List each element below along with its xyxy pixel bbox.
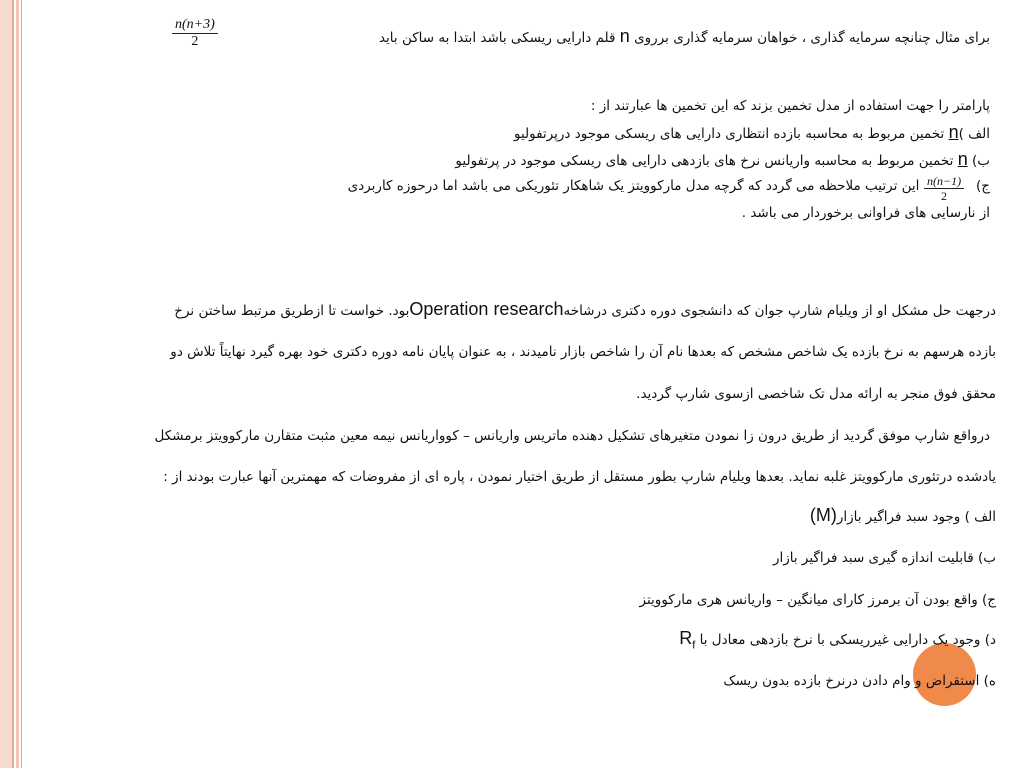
text-line-8: بازده هرسهم به نرخ بازده یک شاخص مشخص که بعدها نام آن را شاخص بازار نامیدند ، به عنوان پایان نامه دوره دکتری خود بهره گیرد نهایتاً تلاش دو [170, 344, 996, 360]
line-7-post: بود. خواست تا ازطریق مرتبط ساختن نرخ [174, 303, 410, 319]
formula-n-n-plus-3-over-2 [172, 17, 218, 50]
term-r: R [679, 628, 693, 648]
formula-n-n-minus-1-over-2 [924, 174, 964, 203]
text-line-7 [174, 300, 996, 320]
line-3-pre: الف ) [958, 126, 990, 142]
text-line-14: ج) واقع بودن آن برمرز کارای میانگین – واریانس هری مارکوویتز [639, 592, 996, 608]
term-market-portfolio: (M) [809, 505, 837, 525]
text-line-3 [514, 123, 990, 143]
line-3-post: تخمین مربوط به محاسبه بازده انتظاری دارایی های ریسکی موجود درپرتفولیو [513, 126, 945, 142]
text-line-1 [379, 27, 990, 47]
line-4-pre: ب) [972, 153, 990, 169]
term-operation-research: Operation research [409, 299, 564, 319]
text-line-9: محقق فوق منجر به ارائه مدل تک شاخصی ازسوی شارپ گردید. [636, 386, 996, 402]
formula-denominator: 2 [941, 189, 948, 203]
formula-denominator: 2 [191, 34, 199, 49]
formula-numerator: n(n−1) [924, 174, 964, 189]
term-risk-free-rate [679, 629, 695, 655]
line-7-pre: درجهت حل مشکل او از ویلیام شارپ جوان که دانشجوی دوره دکتری درشاخه [563, 303, 996, 319]
variable-n: n [957, 149, 968, 169]
border-stripe-outer [0, 0, 12, 768]
border-stripe-line [12, 0, 14, 768]
text-line-12 [810, 506, 996, 526]
line-5-pre: ج) [976, 178, 990, 194]
variable-n: n [619, 26, 630, 46]
border-stripe-thin [21, 0, 22, 768]
line-12-pre: الف ) وجود سبد فراگیر بازار [836, 509, 996, 525]
text-line-5 [348, 177, 990, 195]
text-line-4 [455, 150, 990, 170]
line-15-pre: د) وجود یک دارایی غیرریسکی با نرخ بازدهی معادل با [699, 632, 996, 648]
formula-numerator: n(n+3) [172, 17, 218, 34]
border-stripe-inner [16, 0, 19, 768]
text-line-15 [679, 629, 996, 655]
text-line-2: پارامتر را جهت استفاده از مدل تخمین بزند که این تخمین ها عبارتند از : [590, 98, 990, 114]
text-line-6: از نارسایی های فراوانی برخوردار می باشد . [741, 205, 990, 221]
line-4-post: تخمین مربوط به محاسبه واریانس نرخ های بازدهی دارایی های ریسکی موجود در پرتفولیو [455, 153, 954, 169]
term-subscript-f: f [692, 639, 696, 652]
line-5-post: این ترتیب ملاحظه می گردد که گرچه مدل مارکوویتز یک شاهکار تئوریکی می باشد اما درحوزه کاربردی [347, 178, 920, 194]
text-line-16: ه) استقراض و وام دادن درنرخ بازده بدون ریسک [723, 673, 996, 689]
text-line-13: ب) قابلیت اندازه گیری سبد فراگیر بازار [772, 550, 996, 566]
variable-n: n [948, 122, 959, 142]
text-line-10: درواقع شارپ موفق گردید از طریق درون زا نمودن متغیرهای تشکیل دهنده ماتریس واریانس – کوواریانس نیمه معین مثبت متقارن مارکوویتز برمشکل [154, 428, 990, 444]
line-1-post: قلم دارایی ریسکی باشد ابتدا به ساکن باید [378, 30, 616, 46]
line-1-pre: برای مثال چنانچه سرمایه گذاری ، خواهان سرمایه گذاری برروی [634, 30, 990, 46]
text-line-11: یادشده درتئوری مارکوویتز غلبه نماید. بعدها ویلیام شارپ بطور مستقل از طریق اختیار نمودن ، پاره ای از مفروضات که مهمترین آنها عبارت بودند از : [163, 469, 996, 485]
